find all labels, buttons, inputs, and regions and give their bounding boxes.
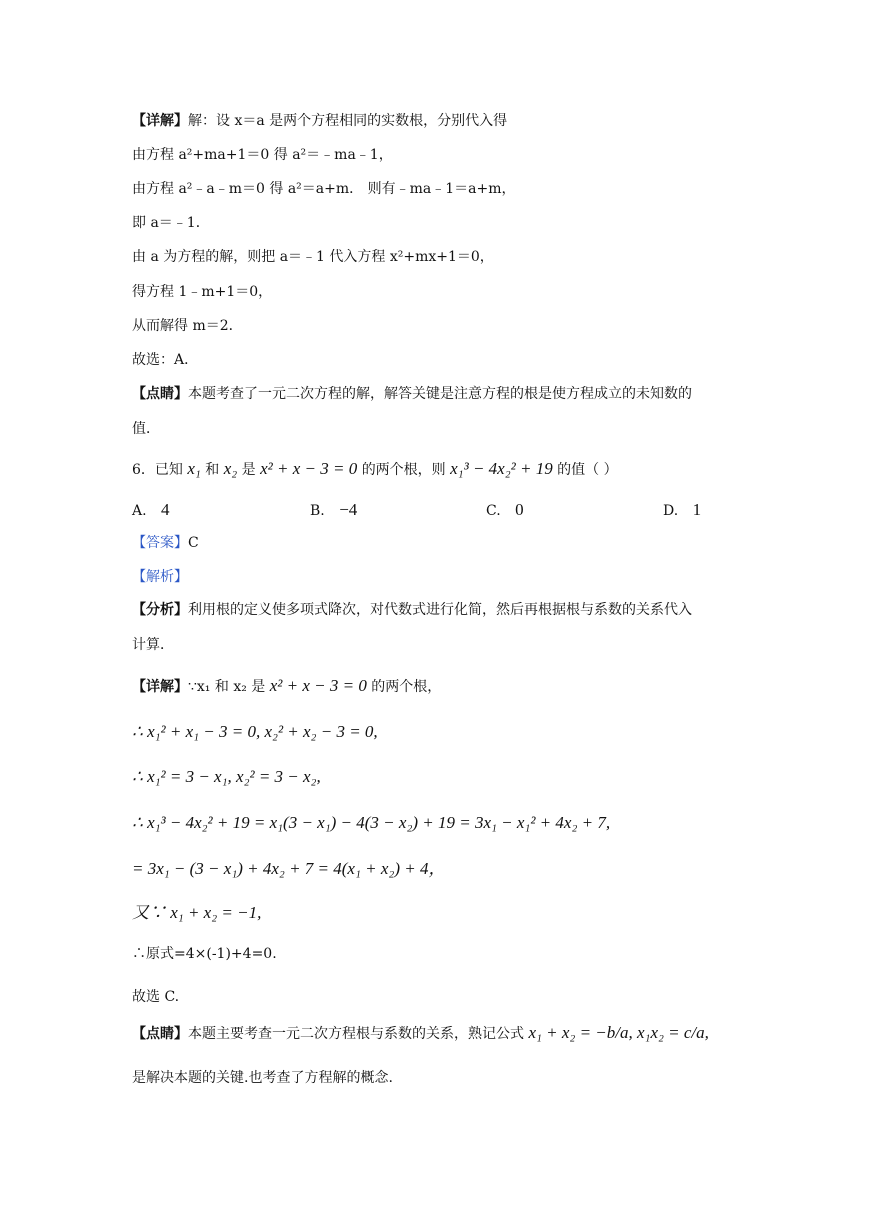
- detail2-tag: 【详解】: [132, 679, 188, 695]
- detail2-line7: ∴原式=4×(-1)+4=0.: [132, 946, 277, 962]
- q6-x2: x₂: [223, 459, 238, 478]
- q6-is: 是: [241, 462, 256, 478]
- detail2-line1: [132, 677, 441, 694]
- option-d-label: D.: [663, 503, 679, 519]
- detail1-line7: 从而解得 m＝2．: [132, 318, 243, 334]
- comment1-line2: 值．: [132, 421, 160, 437]
- option-b-value: −4: [339, 500, 358, 519]
- q6-tail: 的值（ ）: [557, 462, 618, 478]
- analysis-sub-tag: 【分析】: [132, 602, 188, 618]
- detail-tag: 【详解】: [132, 113, 188, 129]
- detail1-line8: 故选：A．: [132, 352, 199, 368]
- option-d-value: 1: [692, 500, 702, 519]
- comment2-tag: 【点睛】: [132, 1026, 188, 1042]
- detail2-line2: ∴ x₁² + x₁ − 3 = 0, x₂² + x₂ − 3 = 0,: [132, 722, 378, 741]
- detail1-line5: 由 a 为方程的解，则把 a＝﹣1 代入方程 x²+mx+1＝0，: [132, 249, 494, 265]
- option-c-label: C.: [486, 503, 501, 519]
- detail2-pre: ∵x₁ 和 x₂ 是: [188, 679, 266, 695]
- option-c-value: 0: [515, 500, 524, 519]
- detail1-line6: 得方程 1﹣m+1＝0，: [132, 284, 273, 300]
- comment2-formula: x₁ + x₂ = −b/a, x₁x₂ = c/a,: [528, 1023, 709, 1042]
- answer-tag: 【答案】: [132, 535, 188, 551]
- comment2-line2: 是解决本题的关键.也考查了方程解的概念.: [132, 1070, 393, 1086]
- detail2-line4: ∴ x₁³ − 4x₂² + 19 = x₁(3 − x₁) − 4(3 − x₂) + 19 = 3x₁ − x₁² + 4x₂ + 7,: [132, 813, 611, 832]
- option-a-value: 4: [161, 500, 170, 519]
- analysis-line2: 计算．: [132, 637, 174, 653]
- option-c: [486, 501, 524, 518]
- option-a: [132, 501, 170, 518]
- detail2-equation: x² + x − 3 = 0: [269, 676, 367, 695]
- detail2-line8: 故选 C.: [132, 989, 180, 1005]
- option-a-label: A.: [132, 503, 147, 519]
- analysis-tag: 【解析】: [132, 569, 188, 585]
- option-d: [663, 501, 701, 518]
- q6-x1: x₁: [187, 459, 201, 478]
- q6-prefix: 6．已知: [132, 462, 183, 478]
- comment1-text: 本题考查了一元二次方程的解，解答关键是注意方程的根是使方程成立的未知数的: [188, 386, 692, 402]
- detail2-line6: 又∵ x₁ + x₂ = −1,: [132, 903, 262, 922]
- detail1-line4: 即 a＝﹣1．: [132, 215, 210, 231]
- answer-value: C: [188, 535, 199, 551]
- comment2-line1: [132, 1024, 709, 1041]
- detail2-post: 的两个根，: [371, 679, 442, 695]
- option-b-label: B.: [310, 503, 325, 519]
- option-b: [310, 501, 357, 518]
- analysis-text: 利用根的定义使多项式降次，对代数式进行化简，然后再根据根与系数的关系代入: [188, 602, 692, 618]
- comment1-line1: [132, 387, 692, 401]
- detail1-line3: 由方程 a²﹣a﹣m＝0 得 a²＝a+m． 则有﹣ma﹣1＝a+m，: [132, 181, 516, 197]
- comment2-text: 本题主要考查一元二次方程根与系数的关系，熟记公式: [188, 1026, 524, 1042]
- question-6: [132, 460, 618, 477]
- q6-equation: x² + x − 3 = 0: [260, 459, 358, 478]
- detail2-line3: ∴ x₁² = 3 − x₁, x₂² = 3 − x₂,: [132, 767, 321, 786]
- analysis-line1: [132, 603, 692, 617]
- answer-line: [132, 536, 199, 550]
- q6-expression: x₁³ − 4x₂² + 19: [450, 459, 553, 478]
- q6-and: 和: [205, 462, 220, 478]
- detail1-text1: 解：设 x＝a 是两个方程相同的实数根，分别代入得: [188, 113, 508, 129]
- detail1-line2: 由方程 a²+ma+1＝0 得 a²＝﹣ma﹣1，: [132, 147, 393, 163]
- comment-tag: 【点睛】: [132, 386, 188, 402]
- detail1-line1: [132, 114, 507, 128]
- detail2-line5: = 3x₁ − (3 − x₁) + 4x₂ + 7 = 4(x₁ + x₂) + 4，: [132, 859, 446, 878]
- q6-roots: 的两个根，则: [361, 462, 446, 478]
